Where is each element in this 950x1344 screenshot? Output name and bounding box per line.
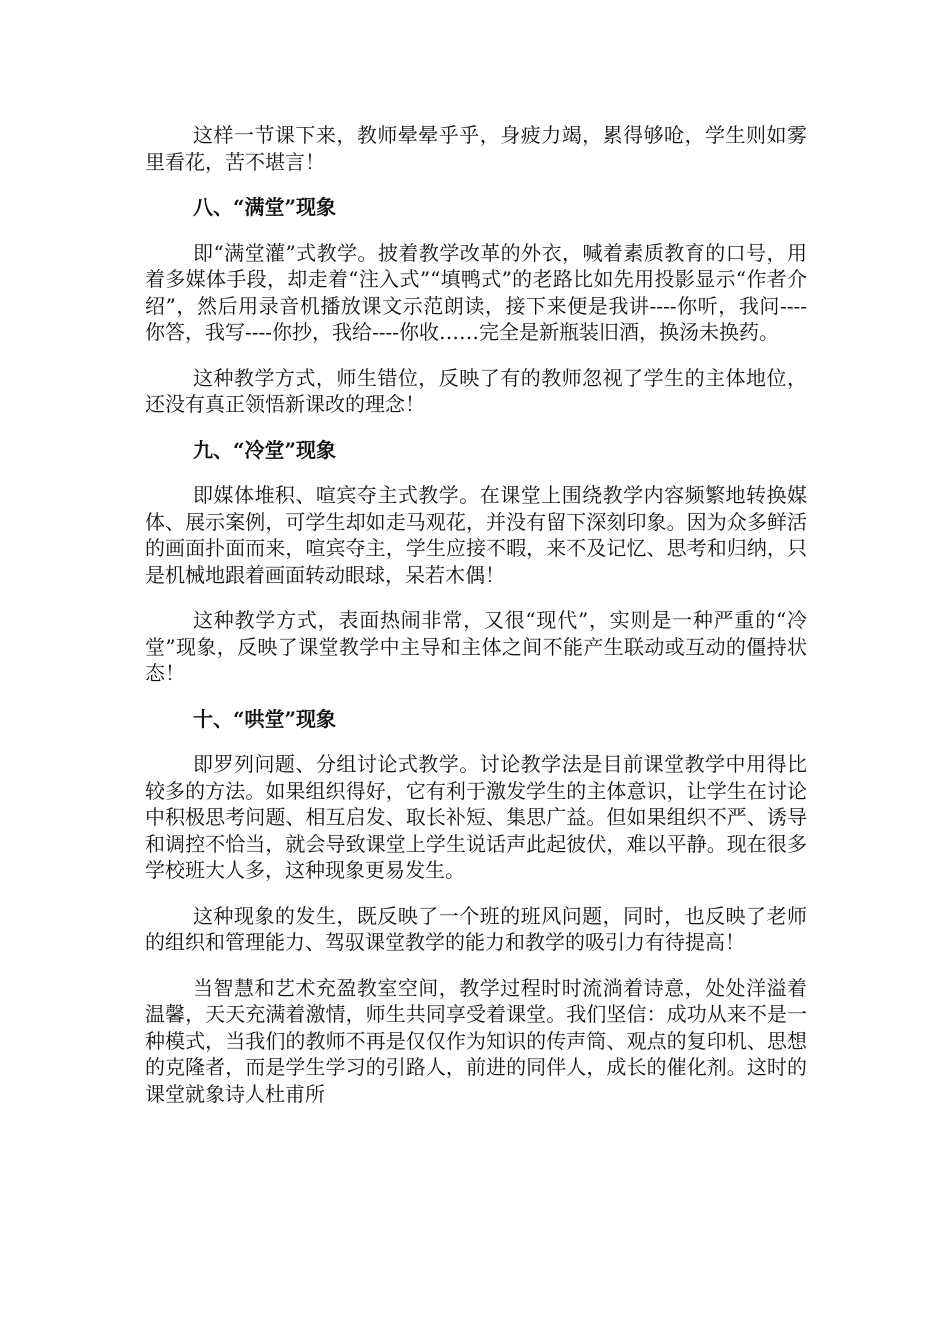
paragraph-8: 当智慧和艺术充盈教室空间，教学过程时时流淌着诗意，处处洋溢着温馨，天天充满着激情，师生共同享受着课堂。我们坚信：成功从来不是一种模式，当我们的教师不再是仅仅作为知识的传声筒、观点的复印机、思想的克隆者，而是学生学习的引路人，前进的同伴人，成长的催化剂。这时的课堂就象诗人杜甫所 <box>145 975 807 1106</box>
section-heading-9: 九、“冷堂”现象 <box>193 437 337 462</box>
paragraph-3: 这种教学方式，师生错位，反映了有的教师忽视了学生的主体地位，还没有真正领悟新课改的理念！ <box>145 365 807 416</box>
section-heading-10: 十、“哄堂”现象 <box>193 706 337 731</box>
paragraph-1: 这样一节课下来，教师晕晕乎乎，身疲力竭，累得够呛，学生则如雾里看花，苦不堪言！ <box>145 123 807 174</box>
document-body <box>145 122 807 1107</box>
paragraph-5: 这种教学方式，表面热闹非常，又很“现代”，实则是一种严重的“冷堂”现象，反映了课堂教学中主导和主体之间不能产生联动或互动的僵持状态！ <box>145 608 807 685</box>
paragraph-6: 即罗列问题、分组讨论式教学。讨论教学法是目前课堂教学中用得比较多的方法。如果组织得好，它有利于激发学生的主体意识，让学生在讨论中积极思考问题、相互启发、取长补短、集思广益。但如果组织不严、诱导和调控不恰当，就会导致课堂上学生说话声此起彼伏，难以平静。现在很多学校班大人多，这种现象更易发生。 <box>145 752 807 882</box>
paragraph-7: 这种现象的发生，既反映了一个班的班风问题，同时，也反映了老师的组织和管理能力、驾驭课堂教学的能力和教学的吸引力有待提高！ <box>145 903 807 954</box>
paragraph-4: 即媒体堆积、喧宾夺主式教学。在课堂上围绕教学内容频繁地转换媒体、展示案例，可学生却如走马观花，并没有留下深刻印象。因为众多鲜活的画面扑面而来，喧宾夺主，学生应接不暇，来不及记忆、思考和归纳，只是机械地跟着画面转动眼球，呆若木偶！ <box>145 483 807 587</box>
paragraph-2: 即“满堂灌”式教学。披着教学改革的外衣，喊着素质教育的口号，用着多媒体手段，却走着“注入式”“填鸭式”的老路比如先用投影显示“作者介绍”，然后用录音机播放课文示范朗读，接下来便是我讲----你听，我问----你答，我写----你抄，我给----你收……完全是新瓶装旧酒，换汤未换药。 <box>145 240 807 344</box>
section-heading-8: 八、“满堂”现象 <box>193 195 337 219</box>
